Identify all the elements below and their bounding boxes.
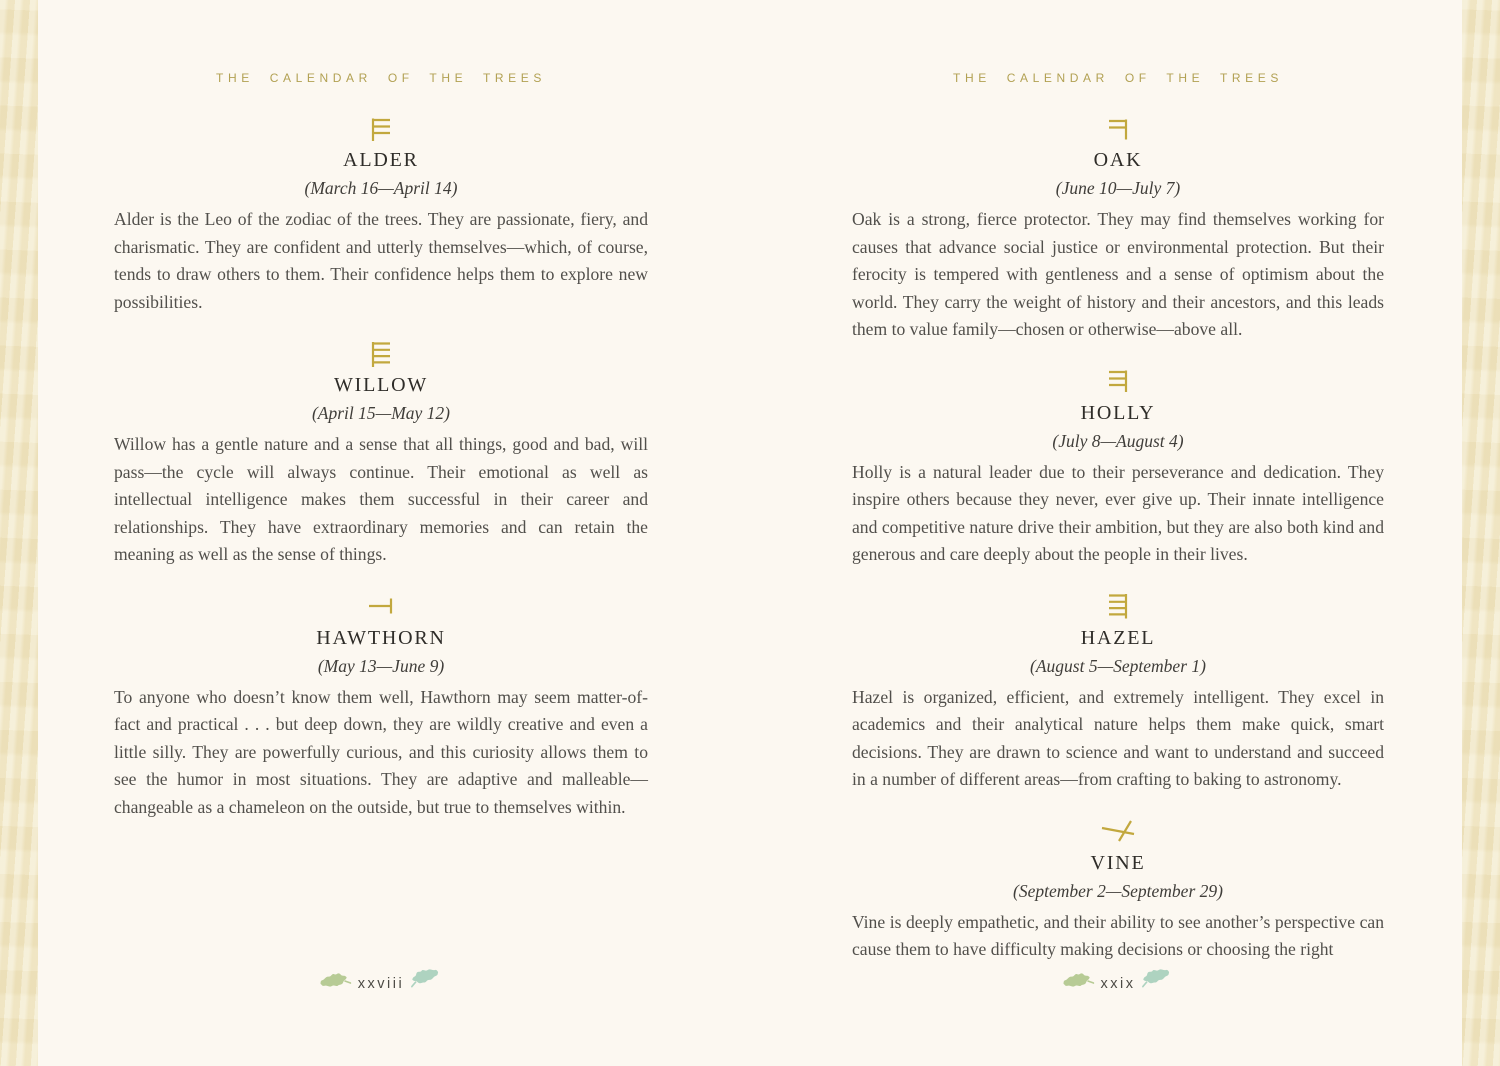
oak-leaf-teal-icon bbox=[408, 965, 441, 989]
section-holly bbox=[852, 368, 1384, 569]
running-head: THE CALENDAR OF THE TREES bbox=[953, 71, 1283, 85]
tree-name: HAWTHORN bbox=[316, 626, 446, 649]
page-left bbox=[114, 0, 648, 1066]
tree-dates: (September 2—September 29) bbox=[1013, 880, 1223, 901]
tree-name: HOLLY bbox=[1080, 401, 1156, 424]
section-hazel bbox=[852, 593, 1384, 794]
tree-name: VINE bbox=[1090, 851, 1146, 874]
oak-leaf-teal-icon bbox=[1139, 965, 1172, 989]
tree-dates: (July 8—August 4) bbox=[1052, 430, 1184, 451]
deckle-edge-left bbox=[0, 0, 38, 1066]
ogham-hawthorn-icon bbox=[114, 593, 648, 620]
ogham-oak-icon bbox=[852, 115, 1384, 142]
ogham-hazel-icon bbox=[852, 593, 1384, 620]
ogham-alder-icon bbox=[114, 115, 648, 142]
tree-name: WILLOW bbox=[333, 374, 429, 396]
tree-description: Alder is the Leo of the zodiac of the trees. They are passionate, fiery, and charismatic. They are confident and utterly themselves—which, of course, tends to draw others to them. Their confidence helps them to explore new possibilities. bbox=[114, 209, 648, 312]
tree-dates: (May 13—June 9) bbox=[317, 655, 445, 676]
section-hawthorn bbox=[114, 593, 648, 822]
running-head: THE CALENDAR OF THE TREES bbox=[216, 71, 546, 85]
ogham-vine-icon bbox=[852, 818, 1384, 845]
oak-leaf-green-icon bbox=[319, 970, 352, 993]
tree-description: Oak is a strong, fierce protector. They may find themselves working for causes that advance social justice or environmental protection. But their ferocity is tempered with gentleness and a sense of optimism about the world. They carry the weight of history and their ancestors, and this leads them to value family—chosen or otherwise—above all. bbox=[852, 209, 1384, 339]
page-number: xxviii bbox=[357, 976, 405, 992]
tree-dates: (August 5—September 1) bbox=[1030, 655, 1206, 676]
page-footer bbox=[114, 976, 648, 992]
tree-description: Holly is a natural leader due to their perseverance and dedication. They inspire others because they never, ever give up. Their innate intelligence and competitive nature drive their ambition, but they are also both kind and generous and care deeply about the people in their lives. bbox=[852, 461, 1384, 564]
tree-name: OAK bbox=[1093, 149, 1143, 171]
oak-leaf-green-icon bbox=[1061, 970, 1094, 993]
tree-dates: (March 16—April 14) bbox=[304, 178, 458, 198]
page-number: xxix bbox=[1100, 976, 1136, 992]
tree-description: Vine is deeply empathetic, and their ability to see another’s perspective can cause them to have difficulty making decisions or choosing the right bbox=[852, 911, 1384, 959]
section-willow bbox=[114, 340, 648, 569]
tree-description: Willow has a gentle nature and a sense that all things, good and bad, will pass—the cycle will always continue. Their emotional as well as intellectual intelligence makes them successful in their career and relationships. They have extraordinary memories and can retain the meaning as well as the sense of things. bbox=[114, 434, 648, 564]
ogham-holly-icon bbox=[852, 368, 1384, 395]
tree-description: Hazel is organized, efficient, and extremely intelligent. They excel in academics and their analytical nature helps them make quick, smart decisions. They are drawn to science and want to understand and succeed in a number of different areas—from crafting to baking to astronomy. bbox=[852, 686, 1384, 789]
tree-name: HAZEL bbox=[1080, 626, 1156, 649]
section-oak bbox=[852, 115, 1384, 344]
tree-description: To anyone who doesn’t know them well, Hawthorn may seem matter-of-fact and practical . . . but deep down, they are wildly creative and even a little silly. They are powerfully curious, and this curiosity allows them to see the humor in most situations. They are adaptive and malleable—changeable as a chameleon on the outside, but true to themselves within. bbox=[114, 686, 648, 817]
page-right bbox=[852, 0, 1384, 1066]
section-vine bbox=[852, 818, 1384, 964]
section-alder bbox=[114, 115, 648, 316]
tree-dates: (June 10—July 7) bbox=[1055, 178, 1181, 198]
deckle-edge-right bbox=[1462, 0, 1500, 1066]
tree-name: ALDER bbox=[343, 149, 419, 171]
ogham-willow-icon bbox=[114, 340, 648, 367]
page-footer bbox=[852, 976, 1384, 992]
tree-dates: (April 15—May 12) bbox=[311, 403, 451, 423]
